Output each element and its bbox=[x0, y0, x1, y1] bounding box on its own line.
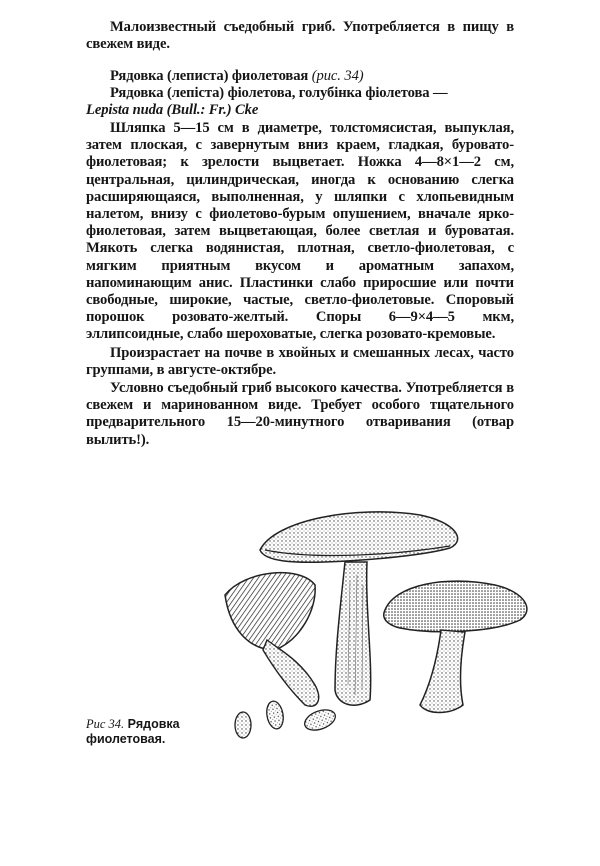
description-paragraph: Шляпка 5—15 см в диаметре, толстомясистая, выпуклая, затем плоская, с завернутым вниз краем, гладкая, буровато-фиолетовая; к зрелости выцветает. Ножка 4—8×1—2 см, центральная, цилиндрическая, иногда к основанию слегка расширяющаяся, выполненная, у шляпки с хлопьевидным налетом, внизу с фиолетово-бурым опушением, вначале ярко-фиолетовая, затем выцветающая, более светлая и буроватая. Мякоть слегка водянистая, плотная, светло-фиолетовая, с мягким приятным вкусом и ароматным запахом, напоминающим анис. Пластинки слабо приросшие или почти свободные, широкие, частые, светло-фиолетовые. Споровый порошок розовато-желтый. Споры 6—9×4—5 мкм, эллипсоидные, слабо шероховатые, слегка розовато-кремовые. bbox=[86, 120, 514, 343]
species-latin-name: Lepista nuda (Bull.: Fr.) Cke bbox=[86, 102, 259, 119]
habitat-paragraph: Произрастает на почве в хвойных и смешанных лесах, часто группами, в августе-октябре. bbox=[86, 344, 514, 378]
left-mushroom bbox=[225, 573, 319, 707]
species-names-ua: Рядовка (лепіста) фіолетова, голубінка фіолетова — bbox=[110, 85, 448, 102]
right-mushroom bbox=[384, 581, 527, 712]
intro-paragraph bbox=[86, 19, 514, 53]
species-name-ru: Рядовка (леписта) фиолетовая bbox=[110, 68, 309, 84]
figure-reference: (рис. 34) bbox=[311, 68, 364, 84]
figure-caption bbox=[86, 717, 226, 747]
intro-text: Малоизвестный съедобный гриб. Употребляется в пищу в свежем виде. bbox=[86, 19, 514, 53]
mushroom-illustration bbox=[205, 500, 535, 755]
species-heading bbox=[86, 68, 514, 120]
description-body bbox=[86, 120, 514, 449]
spore-drawings bbox=[235, 700, 338, 738]
caption-text: Рядовка фиолетовая. bbox=[86, 717, 180, 746]
species-title-ru bbox=[86, 68, 514, 85]
caption-label: Рис 34. bbox=[86, 717, 125, 731]
edibility-paragraph: Условно съедобный гриб высокого качества. Употребляется в свежем и маринованном виде. Требует особого тщательного предварительного 15—20-минутного отваривания (отвар вылить!). bbox=[86, 380, 514, 448]
